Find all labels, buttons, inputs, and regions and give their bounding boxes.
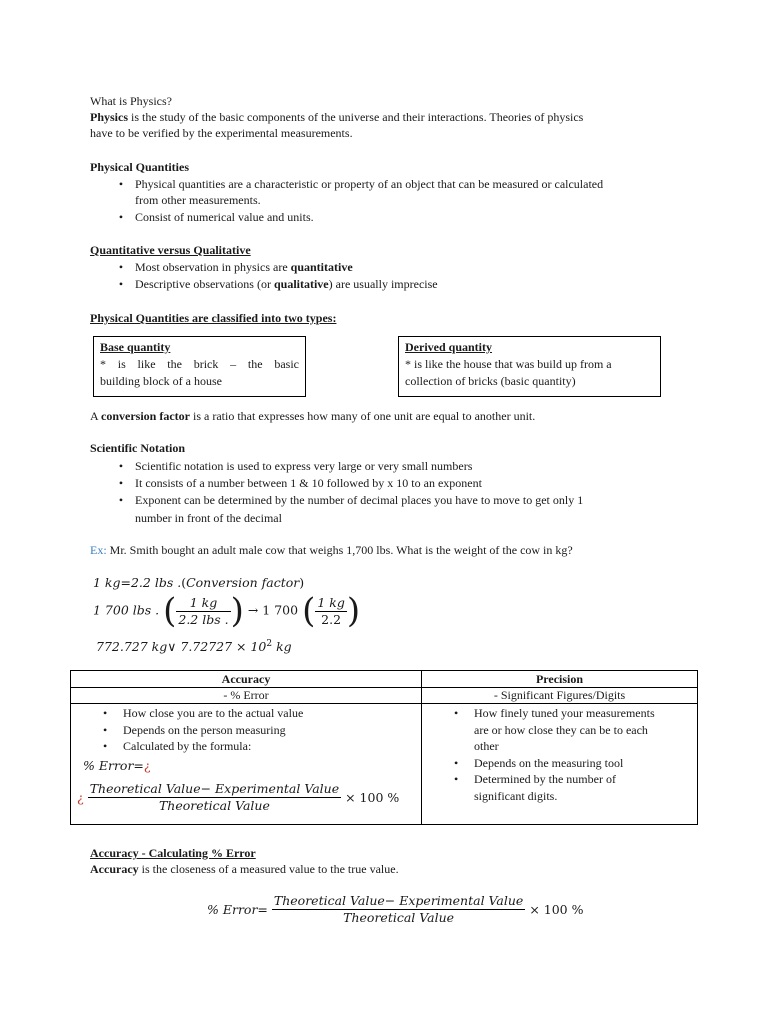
example-text: Mr. Smith bought an adult male cow that weighs 1,700 lbs. What is the weight of the cow in kg?	[106, 543, 573, 557]
equation-3	[96, 634, 292, 657]
formula-glyph: ¿	[77, 789, 84, 805]
sn-bullet3-line1: Exponent can be determined by the number of decimal places you have to move to get only 1	[135, 493, 584, 507]
pq-bullet1-line2: from other measurements.	[135, 193, 261, 207]
eq3-text: 772.727 kg∨ 7.72727 × 10	[96, 639, 267, 655]
derived-quantity-line1: * is like the house that was build up from a	[405, 357, 612, 371]
formula-lhs: % Error=	[207, 902, 268, 917]
accuracy-list	[71, 705, 421, 755]
bullet-icon: •	[118, 493, 124, 507]
precision-item	[422, 705, 697, 755]
eq1-paren: Conversion factor	[186, 575, 300, 590]
example-label: Ex:	[90, 543, 107, 557]
eq2-fraction-1	[176, 595, 230, 628]
text: Descriptive observations (or	[135, 277, 274, 291]
fraction-numerator: 1 kg	[176, 595, 230, 612]
accuracy-item: • How close you are to the actual value	[71, 705, 421, 722]
bullet-icon: •	[118, 177, 124, 191]
heading-text: Physical Quantities are classified into two types:	[90, 311, 337, 325]
text: A	[90, 409, 102, 423]
formula-tail: × 100 %	[345, 789, 400, 805]
bold-term: quantitative	[290, 260, 353, 274]
derived-quantity-box	[398, 336, 661, 397]
text: is a ratio that expresses how many of one unit are equal to another unit.	[190, 409, 536, 423]
eq3-exponent: 2	[266, 639, 273, 649]
accuracy-item: • Calculated by the formula:	[71, 738, 421, 755]
precision-list	[422, 705, 697, 804]
pq-bullet1-line1: Physical quantities are a characteristic or property of an object that can be measured or calculated	[135, 177, 604, 191]
physics-definition-line1	[90, 110, 583, 125]
physics-term: Physics	[90, 110, 129, 124]
precision-header-cell	[422, 671, 698, 688]
base-quantity-title	[100, 339, 299, 356]
definition-text: is the study of the basic components of the universe and their interactions. Theories of physics	[128, 110, 584, 124]
accuracy-formula-fraction	[88, 781, 341, 814]
fraction-numerator: Theoretical Value− Experimental Value	[89, 780, 340, 796]
title-text: Base quantity	[100, 340, 171, 354]
conversion-factor-line	[90, 409, 535, 424]
eq2-arrow: → 1 700	[247, 602, 299, 618]
accuracy-formula	[77, 781, 421, 814]
line: are or how close they can be to each	[474, 722, 648, 737]
derived-quantity-line2: collection of bricks (basic quantity)	[405, 374, 576, 388]
heading-text: Physical Quantities	[90, 160, 190, 174]
qq-bullet2	[135, 277, 438, 292]
example-line	[90, 543, 573, 558]
accuracy-header-cell	[71, 671, 422, 688]
precision-header: Precision	[535, 672, 584, 686]
line: other	[474, 739, 499, 753]
precision-item: • Depends on the measuring tool	[422, 755, 697, 772]
fraction-denominator: 2.2 lbs .	[178, 611, 229, 627]
heading-text: Accuracy - Calculating % Error	[90, 846, 256, 860]
fraction-numerator: Theoretical Value− Experimental Value	[273, 893, 524, 908]
bullet-icon: •	[118, 476, 124, 490]
equation-2: 1 700 lbs . ( $\frac{1 kg}{\text{2.2 lbs .}}$ ) → 1 700 ( $\frac{1 kg}{2.2}$ )	[93, 591, 361, 631]
formula-glyph: ¿	[143, 757, 151, 773]
sn-bullet3-line2: number in front of the decimal	[135, 511, 282, 525]
percent-error-formula	[207, 893, 583, 926]
base-quantity-line1: * is like the brick – the basic	[100, 357, 299, 371]
fraction-denominator: Theoretical Value	[343, 910, 455, 925]
bold-term: conversion factor	[101, 409, 190, 423]
eq2-left: 1 700 lbs .	[93, 602, 160, 618]
calc-heading	[90, 846, 256, 861]
precision-item	[422, 771, 697, 804]
line: How finely tuned your measurements	[474, 706, 655, 720]
quant-qual-heading	[90, 243, 251, 258]
sn-bullet2: It consists of a number between 1 & 10 followed by x 10 to an exponent	[135, 476, 482, 490]
text: Most observation in physics are	[135, 260, 291, 274]
title-text: Derived quantity	[405, 340, 492, 354]
accuracy-item: • Depends on the person measuring	[71, 722, 421, 739]
accuracy-precision-table	[70, 670, 698, 825]
percent-error-fraction	[272, 893, 525, 926]
bullet-icon: •	[118, 277, 124, 291]
question-line: What is Physics?	[90, 94, 172, 108]
bold-term: Accuracy	[90, 862, 139, 876]
bullet-icon: •	[118, 210, 124, 224]
scientific-notation-heading	[90, 441, 185, 456]
base-quantity-box	[93, 336, 306, 397]
formula-tail: × 100 %	[529, 902, 584, 917]
accuracy-header: Accuracy	[221, 672, 271, 686]
line: Determined by the number of	[474, 772, 616, 786]
calc-definition	[90, 862, 399, 877]
fraction-denominator: 2.2	[321, 611, 342, 627]
bold-term: qualitative	[273, 277, 329, 291]
derived-quantity-title	[405, 339, 654, 356]
bullet-icon: •	[118, 260, 124, 274]
precision-sub-cell	[422, 688, 698, 704]
base-quantity-line2: building block of a house	[100, 374, 222, 388]
formula-lhs: % Error=	[83, 757, 144, 773]
pq-bullet2: Consist of numerical value and units.	[135, 210, 314, 224]
physical-quantities-heading	[90, 160, 189, 175]
accuracy-body-cell	[71, 704, 422, 825]
equation-1: 1 kg=2.2 lbs .(Conversion factor)	[93, 575, 305, 590]
accuracy-formula-lhs	[83, 758, 421, 773]
heading-text: Scientific Notation	[90, 441, 185, 455]
physics-definition-line2: have to be verified by the experimental measurements.	[90, 126, 353, 140]
precision-sub: - Significant Figures/Digits	[493, 688, 626, 702]
eq2-fraction-2	[315, 595, 347, 628]
bullet-icon: •	[118, 459, 124, 473]
text: ) are usually imprecise	[328, 277, 438, 291]
heading-text: Quantitative versus Qualitative	[90, 243, 251, 257]
text: is the closeness of a measured value to the true value.	[138, 862, 399, 876]
qq-bullet1	[135, 260, 353, 275]
fraction-denominator: Theoretical Value	[158, 797, 270, 813]
accuracy-sub: - % Error	[223, 688, 269, 702]
eq1-left: 1 kg=2.2 lbs .	[93, 575, 182, 590]
eq3-unit: kg	[272, 639, 292, 655]
classified-heading	[90, 311, 336, 326]
line: significant digits.	[474, 788, 558, 803]
sn-bullet1: Scientific notation is used to express very large or very small numbers	[135, 459, 473, 473]
precision-body-cell	[422, 704, 698, 825]
accuracy-sub-cell	[71, 688, 422, 704]
fraction-numerator: 1 kg	[317, 594, 345, 610]
